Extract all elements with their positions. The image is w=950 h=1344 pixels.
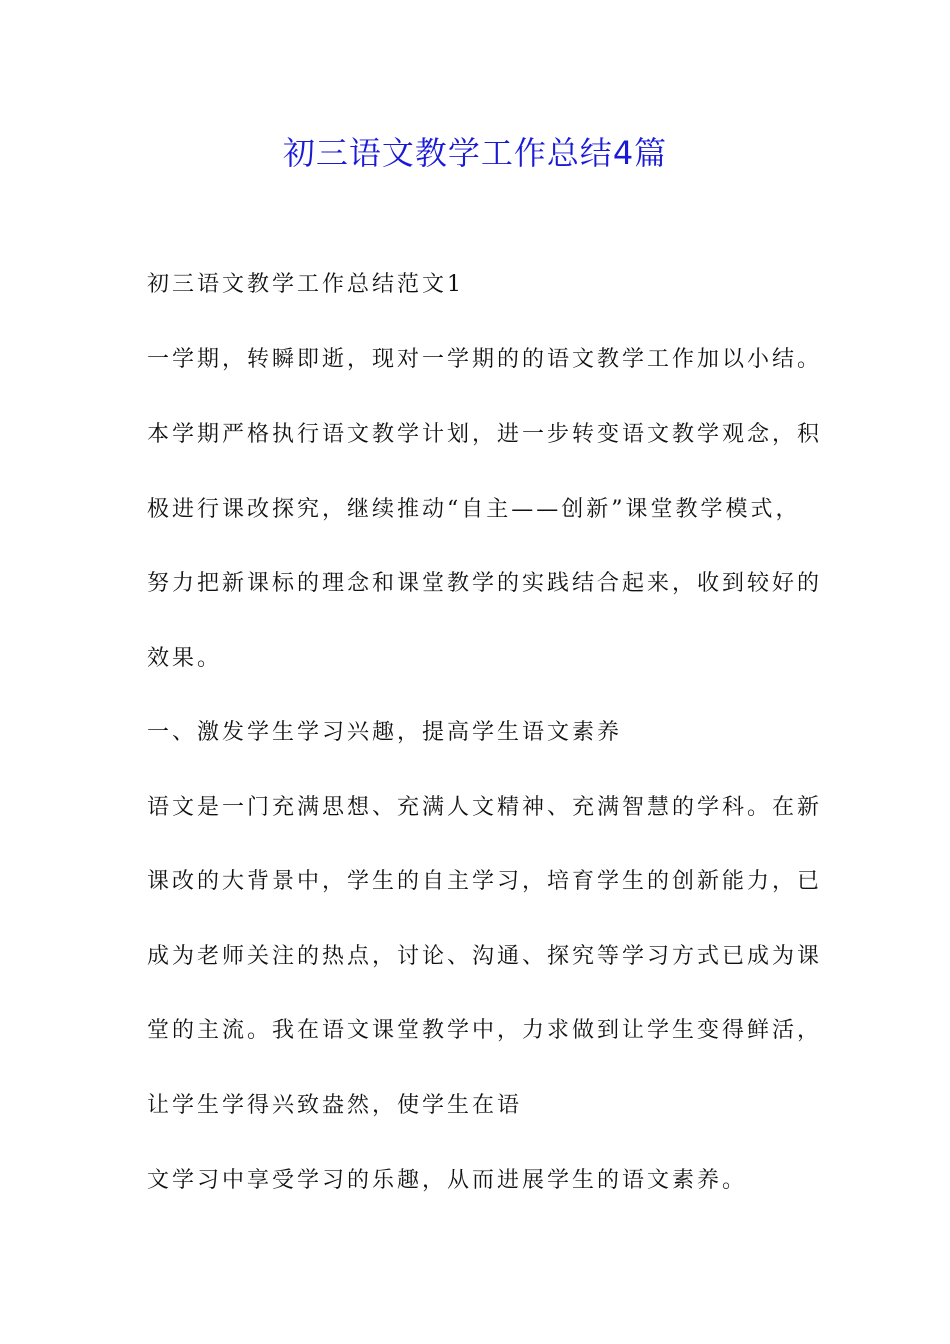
- paragraph-line: 本学期严格执行语文教学计划，进一步转变语文教学观念，积: [147, 422, 823, 447]
- paragraph-line: 语文是一门充满思想、充满人文精神、充满智慧的学科。在新: [147, 795, 823, 820]
- paragraph-line: 让学生学得兴致盎然，使学生在语: [147, 1093, 523, 1118]
- document-title: 初三语文教学工作总结4篇: [282, 134, 668, 172]
- paragraph-line: 一学期，转瞬即逝，现对一学期的的语文教学工作加以小结。: [147, 347, 823, 372]
- section-heading: 初三语文教学工作总结范文1: [147, 272, 464, 297]
- paragraph-line: 极进行课改探究，继续推动“自主——创新”课堂教学模式，: [147, 497, 801, 522]
- paragraph-line: 努力把新课标的理念和课堂教学的实践结合起来，收到较好的: [147, 571, 823, 596]
- subsection-heading: 一、激发学生学习兴趣，提高学生语文素养: [147, 720, 623, 745]
- paragraph-line: 成为老师关注的热点，讨论、沟通、探究等学习方式已成为课: [147, 944, 823, 969]
- paragraph-line: 效果。: [147, 646, 223, 671]
- paragraph-line: 堂的主流。我在语文课堂教学中，力求做到让学生变得鲜活，: [147, 1018, 823, 1043]
- paragraph-line: 文学习中享受学习的乐趣，从而进展学生的语文素养。: [147, 1168, 748, 1193]
- paragraph-line: 课改的大背景中，学生的自主学习，培育学生的创新能力，已: [147, 869, 823, 894]
